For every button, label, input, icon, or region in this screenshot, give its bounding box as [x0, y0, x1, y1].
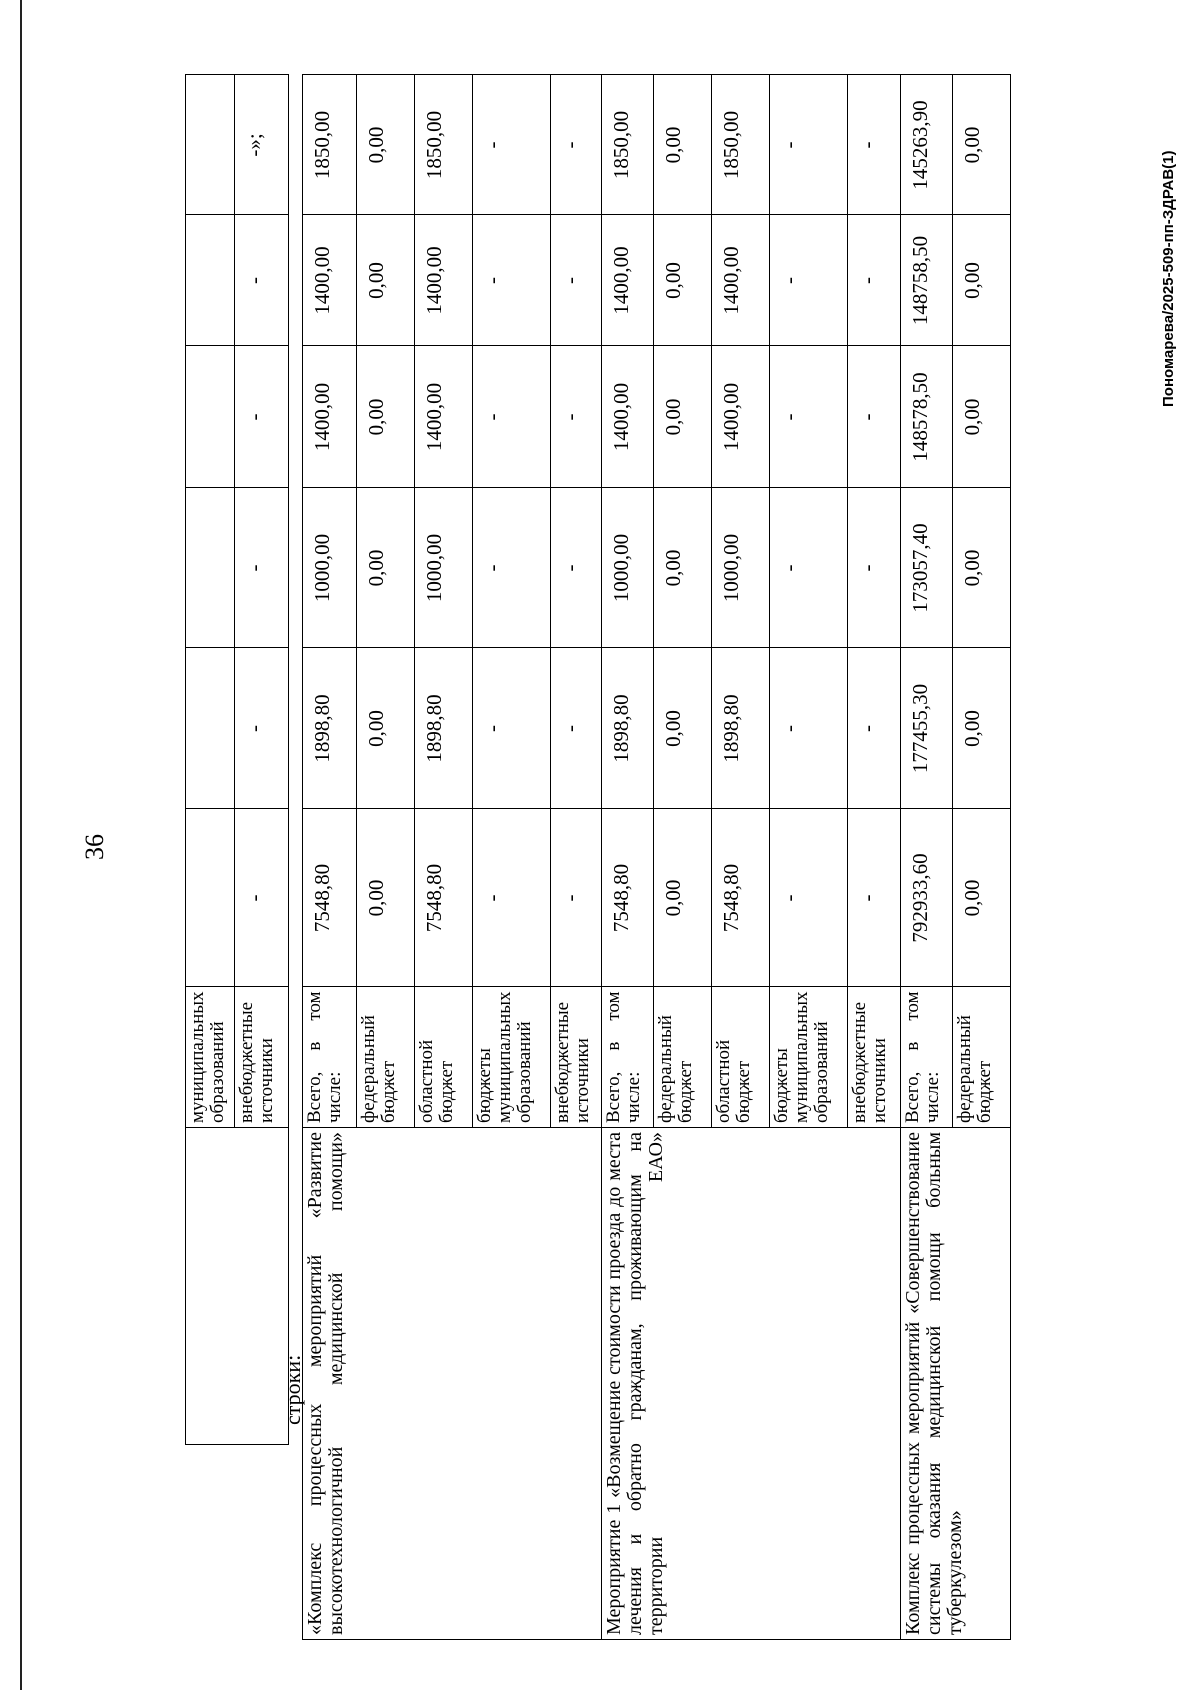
- value-cell: 1000,00: [712, 488, 770, 648]
- table-row: [602, 75, 654, 1640]
- value-cell: 1000,00: [415, 488, 473, 648]
- source-label: бюджеты муниципальных образований: [473, 987, 551, 1128]
- value-cell: -: [551, 648, 602, 809]
- source-label: Всего, в том числе:: [901, 987, 953, 1128]
- value-cell: 1000,00: [602, 488, 654, 648]
- value-cell: -: [473, 75, 551, 215]
- value-cell: -: [235, 648, 289, 809]
- value-cell: 7548,80: [303, 809, 357, 987]
- value-cell: 1898,80: [712, 648, 770, 809]
- value-cell: -: [235, 809, 289, 987]
- value-cell: 0,00: [953, 346, 1011, 488]
- document-code: Пономарева/2025-509-пп-ЗДРАВ(1): [1160, 150, 1177, 407]
- value-cell: -: [770, 215, 848, 346]
- source-label: областной бюджет: [415, 987, 473, 1128]
- value-cell: -: [473, 809, 551, 987]
- value-cell: 1400,00: [602, 346, 654, 488]
- value-cell: 148758,50: [901, 215, 953, 346]
- value-cell: 1400,00: [712, 215, 770, 346]
- value-cell: -: [551, 215, 602, 346]
- value-cell: -: [848, 215, 901, 346]
- value-cell: -: [473, 488, 551, 648]
- source-label: федеральный бюджет: [953, 987, 1011, 1128]
- source-label: внебюджетные источники: [848, 987, 901, 1128]
- page-number: 36: [80, 834, 109, 860]
- value-cell: -: [235, 215, 289, 346]
- value-cell: 1850,00: [415, 75, 473, 215]
- value-cell: 0,00: [357, 346, 415, 488]
- funding-table: [302, 74, 1011, 1640]
- value-cell: 0,00: [357, 215, 415, 346]
- value-cell: -: [473, 215, 551, 346]
- value-cell: 0,00: [357, 488, 415, 648]
- value-cell: 1000,00: [303, 488, 357, 648]
- value-cell: 1850,00: [303, 75, 357, 215]
- value-cell: 1898,80: [602, 648, 654, 809]
- value-cell: 7548,80: [415, 809, 473, 987]
- value-cell: 792933,60: [901, 809, 953, 987]
- value-cell: [186, 648, 235, 809]
- value-cell: 1400,00: [712, 346, 770, 488]
- value-cell: 1400,00: [415, 215, 473, 346]
- value-cell: [186, 488, 235, 648]
- value-cell: 0,00: [357, 75, 415, 215]
- value-cell: 0,00: [357, 809, 415, 987]
- value-cell: -: [551, 488, 602, 648]
- value-cell: 1400,00: [415, 346, 473, 488]
- value-cell: 0,00: [654, 488, 712, 648]
- value-cell: 148578,50: [901, 346, 953, 488]
- value-cell: 0,00: [654, 75, 712, 215]
- value-cell: -: [235, 346, 289, 488]
- program-name: Комплекс процессных мероприятий «Совершенствование системы оказания медицинской помощи больным туберкулезом»: [901, 1128, 1011, 1640]
- value-cell: 0,00: [654, 215, 712, 346]
- value-cell: -: [770, 648, 848, 809]
- value-cell: 0,00: [953, 75, 1011, 215]
- value-cell: 1850,00: [602, 75, 654, 215]
- source-label: федеральный бюджет: [357, 987, 415, 1128]
- value-cell: -: [770, 809, 848, 987]
- value-cell: [186, 75, 235, 215]
- value-cell: -: [848, 648, 901, 809]
- value-cell: 0,00: [357, 648, 415, 809]
- value-cell: 7548,80: [712, 809, 770, 987]
- table-row: [901, 75, 953, 1640]
- value-cell: -: [770, 488, 848, 648]
- table-row: [186, 75, 235, 1445]
- value-cell: -: [473, 346, 551, 488]
- value-cell: 0,00: [654, 346, 712, 488]
- value-cell: 7548,80: [602, 809, 654, 987]
- source-label: областной бюджет: [712, 987, 770, 1128]
- value-cell: 1400,00: [602, 215, 654, 346]
- value-cell: -: [848, 75, 901, 215]
- value-cell: -: [551, 75, 602, 215]
- value-cell: -: [848, 809, 901, 987]
- value-cell: -: [473, 648, 551, 809]
- value-cell: 0,00: [654, 648, 712, 809]
- value-cell: -: [848, 346, 901, 488]
- value-cell: [186, 346, 235, 488]
- value-cell: -: [551, 346, 602, 488]
- value-cell: -: [770, 75, 848, 215]
- program-name: «Комплекс процессных мероприятий «Развитие высокотехнологичной медицинской помощи»: [303, 1128, 602, 1640]
- value-cell: -: [770, 346, 848, 488]
- value-cell: [186, 809, 235, 987]
- value-cell: 0,00: [654, 809, 712, 987]
- value-cell: -»;: [235, 75, 289, 215]
- source-label: муниципальных образований: [186, 987, 235, 1128]
- value-cell: 1898,80: [415, 648, 473, 809]
- value-cell: 1400,00: [303, 215, 357, 346]
- source-label: бюджеты муниципальных образований: [770, 987, 848, 1128]
- value-cell: -: [551, 809, 602, 987]
- source-label: Всего, в том числе:: [303, 987, 357, 1128]
- source-label: внебюджетные источники: [235, 987, 289, 1128]
- value-cell: 0,00: [953, 648, 1011, 809]
- value-cell: 1400,00: [303, 346, 357, 488]
- value-cell: 177455,30: [901, 648, 953, 809]
- value-cell: -: [235, 488, 289, 648]
- program-name: Мероприятие 1 «Возмещение стоимости проезда до места лечения и обратно гражданам, проживающим на территории ЕАО»: [602, 1128, 901, 1640]
- value-cell: 145263,90: [901, 75, 953, 215]
- value-cell: 0,00: [953, 809, 1011, 987]
- table-continuation: [185, 74, 289, 1445]
- value-cell: 1898,80: [303, 648, 357, 809]
- value-cell: 0,00: [953, 488, 1011, 648]
- value-cell: 173057,40: [901, 488, 953, 648]
- source-label: внебюджетные источники: [551, 987, 602, 1128]
- value-cell: 0,00: [953, 215, 1011, 346]
- section-label: строки:: [280, 1354, 305, 1425]
- value-cell: 1850,00: [712, 75, 770, 215]
- table-row: [303, 75, 357, 1640]
- program-name-cell: [186, 1128, 289, 1445]
- value-cell: [186, 215, 235, 346]
- source-label: Всего, в том числе:: [602, 987, 654, 1128]
- value-cell: -: [848, 488, 901, 648]
- source-label: федеральный бюджет: [654, 987, 712, 1128]
